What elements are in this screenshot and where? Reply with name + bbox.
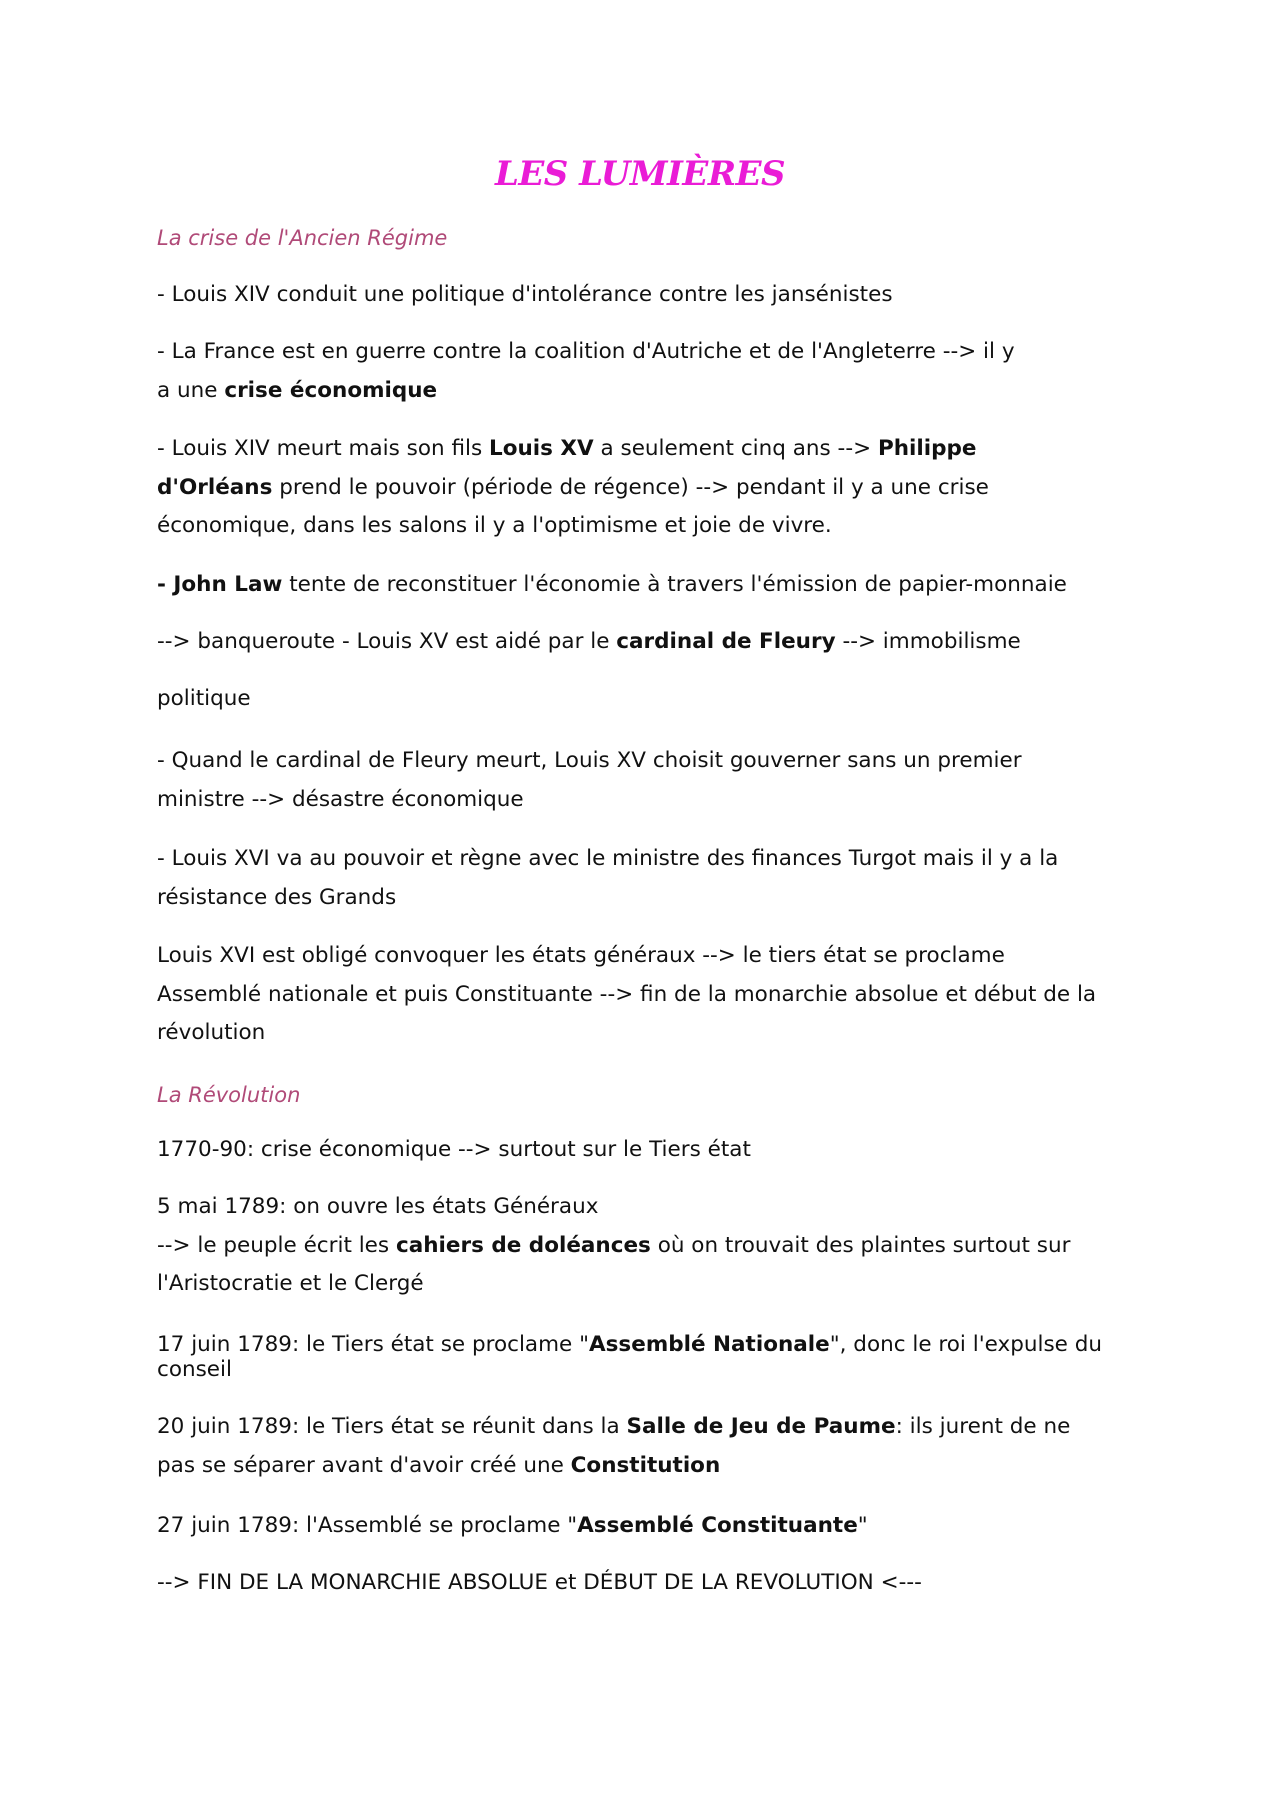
paragraph: - Louis XVI va au pouvoir et règne avec le ministre des finances Turgot mais il y a la résistance des Grands [157, 846, 1059, 910]
paragraph: 20 juin 1789: le Tiers état se réunit dans la Salle de Jeu de Paume: ils jurent de ne pas se séparer avant d'avoir créé une Constitution [157, 1414, 1071, 1478]
paragraph: - Quand le cardinal de Fleury meurt, Louis XV choisit gouverner sans un premier ministre --> désastre économique [157, 748, 1022, 812]
paragraph: - Louis XIV conduit une politique d'intolérance contre les jansénistes [157, 282, 893, 307]
paragraph: Louis XVI est obligé convoquer les états généraux --> le tiers état se proclame Assemblé nationale et puis Constituante --> fin de la monarchie absolue et début de la révolution [157, 943, 1097, 1045]
page-title: LES LUMIÈRES [494, 154, 786, 194]
paragraph: 5 mai 1789: on ouvre les états Généraux --> le peuple écrit les cahiers de doléances où on trouvait des plaintes surtout sur l'Aristocratie et le Clergé [157, 1194, 1071, 1296]
paragraph: - La France est en guerre contre la coalition d'Autriche et de l'Angleterre --> il y a une crise économique [157, 339, 1015, 403]
paragraph: politique [157, 686, 251, 711]
paragraph: --> FIN DE LA MONARCHIE ABSOLUE et DÉBUT DE LA REVOLUTION <--- [157, 1570, 922, 1595]
paragraph: - John Law tente de reconstituer l'économie à travers l'émission de papier-monnaie [157, 572, 1067, 597]
paragraph: 27 juin 1789: l'Assemblé se proclame "Assemblé Constituante" [157, 1513, 868, 1538]
paragraph: 17 juin 1789: le Tiers état se proclame "Assemblé Nationale", donc le roi l'expulse du conseil [157, 1332, 1102, 1382]
paragraph: - Louis XIV meurt mais son fils Louis XV a seulement cinq ans --> Philippe d'Orléans prend le pouvoir (période de régence) --> pendant il y a une crise économique, dans les salons il y a l'optimisme et joie de vivre. [157, 436, 989, 538]
section-heading-ancien-regime: La crise de l'Ancien Régime [157, 226, 448, 250]
section-heading-revolution: La Révolution [157, 1083, 301, 1107]
paragraph: 1770-90: crise économique --> surtout sur le Tiers état [157, 1137, 751, 1162]
paragraph: --> banqueroute - Louis XV est aidé par le cardinal de Fleury --> immobilisme [157, 629, 1021, 654]
